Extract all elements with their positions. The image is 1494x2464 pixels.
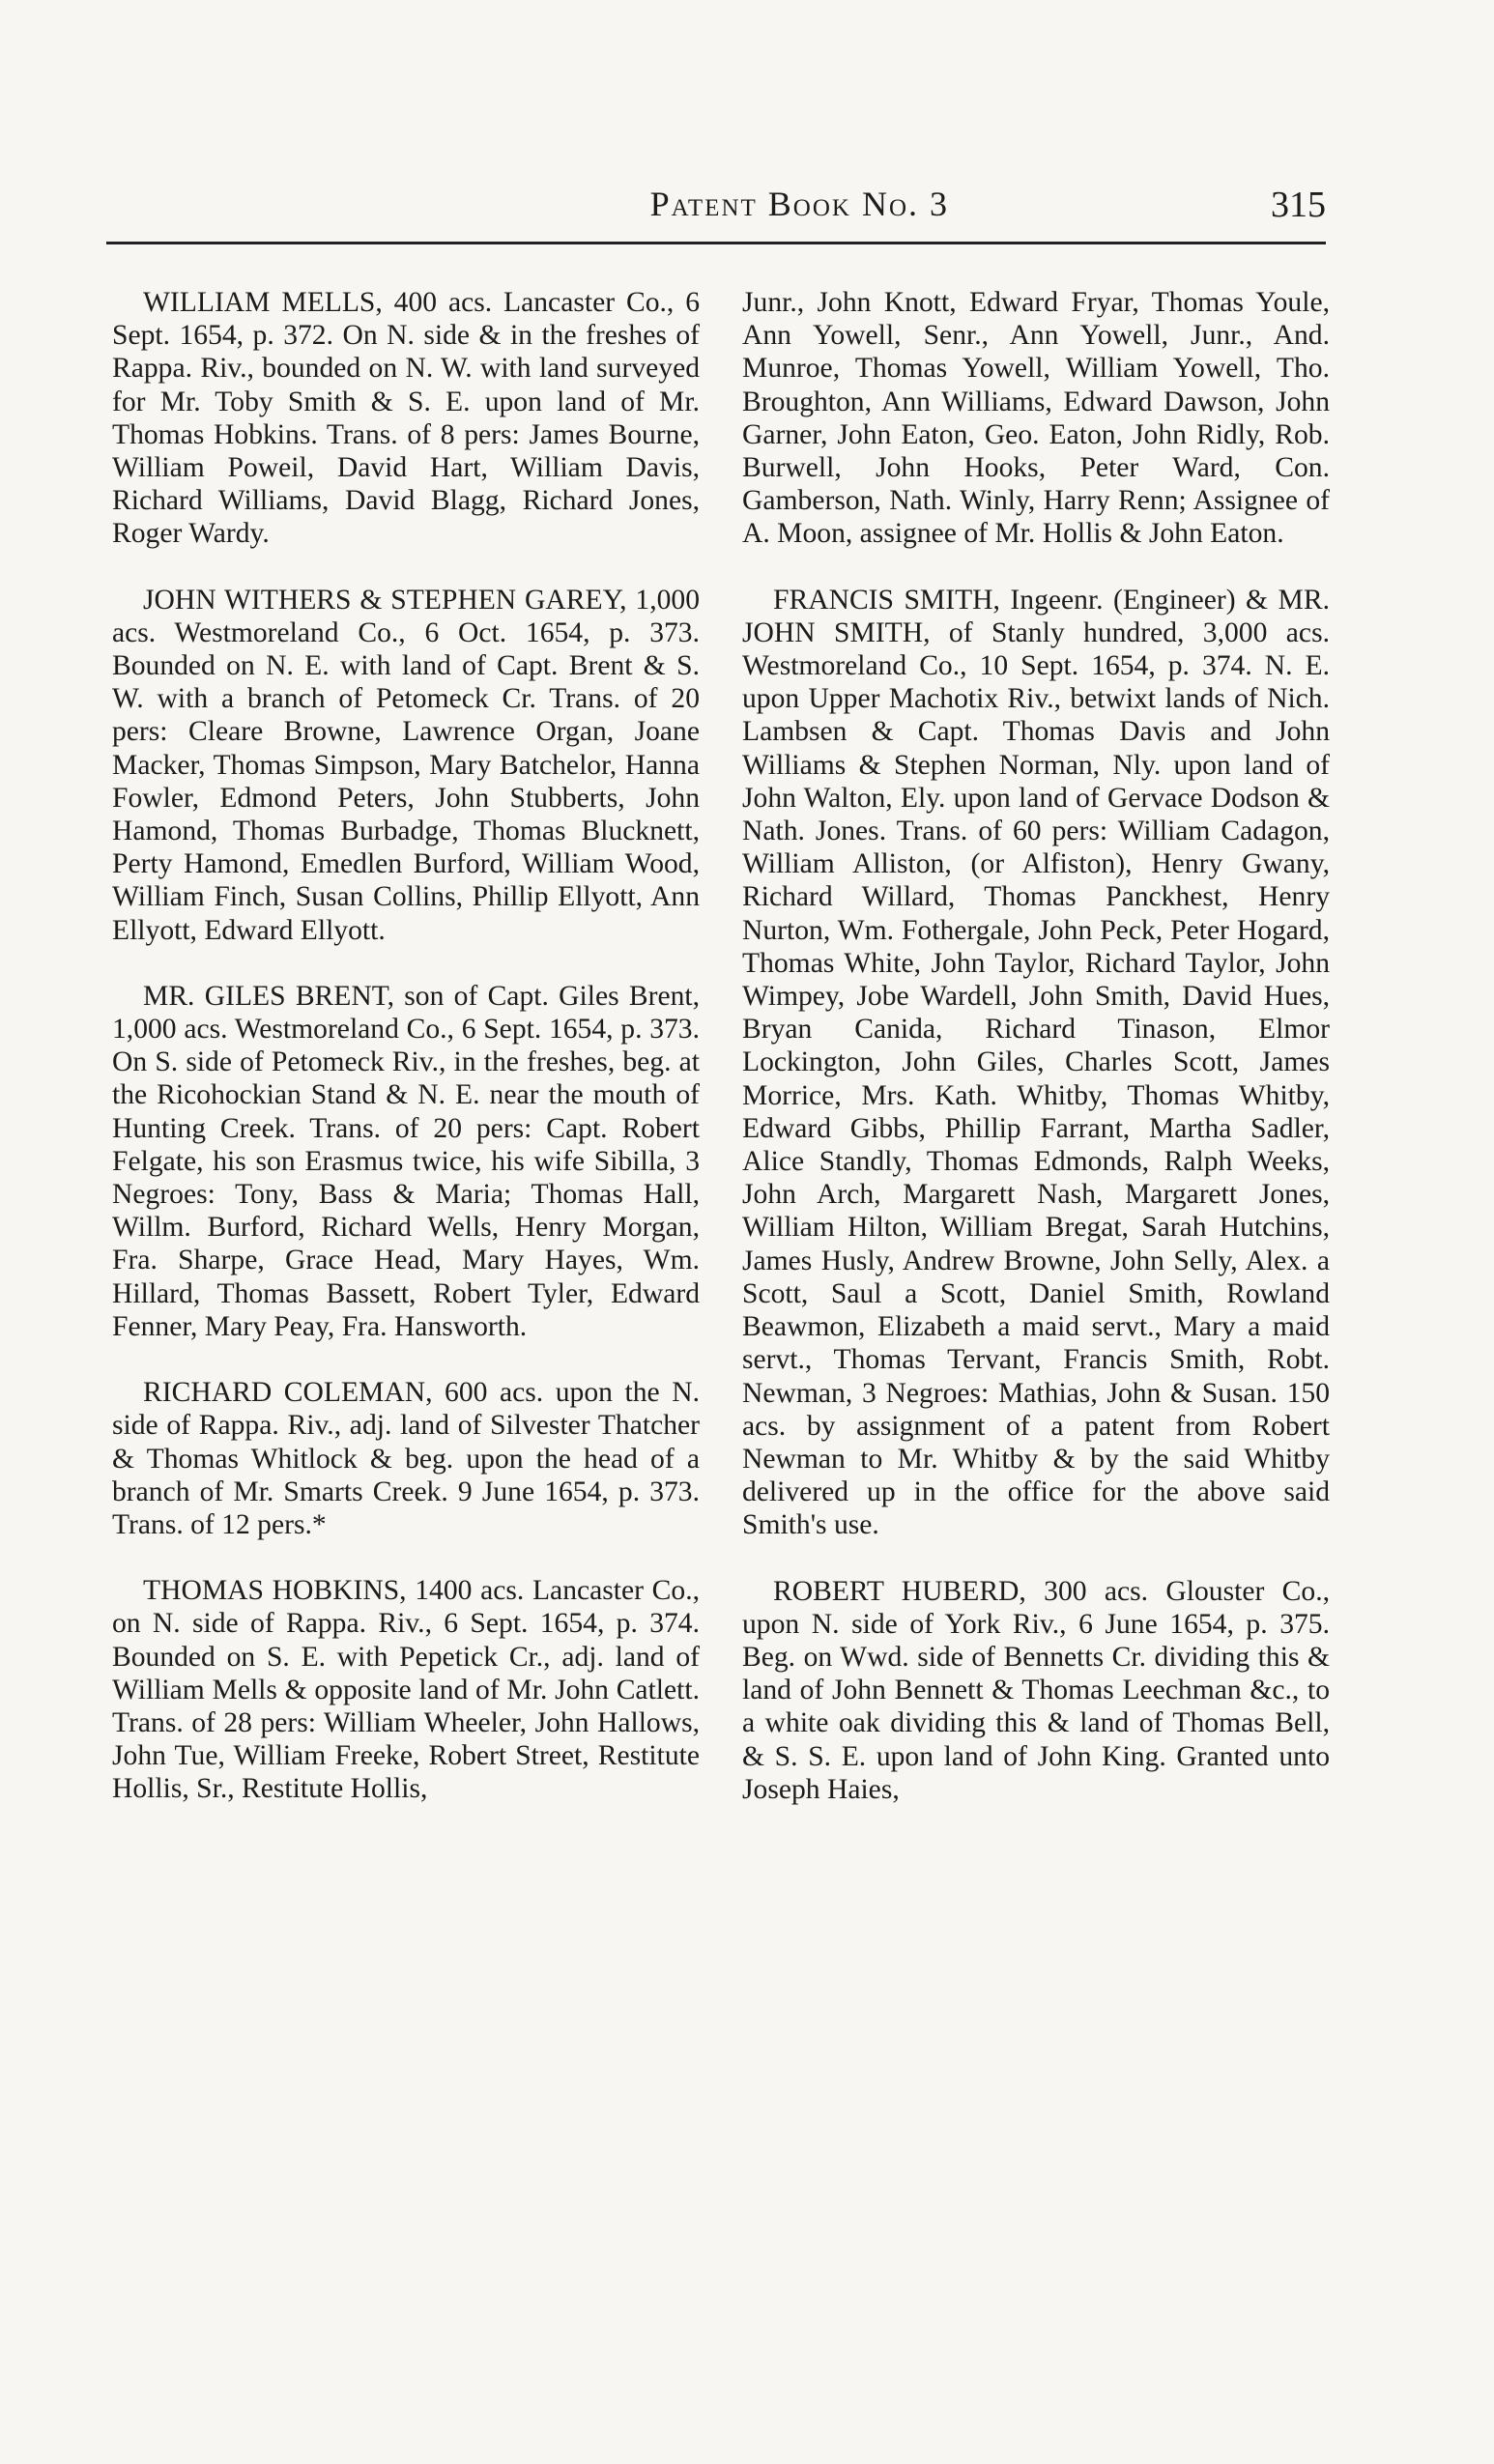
running-header bbox=[106, 184, 1326, 242]
patent-entry-richard-coleman: RICHARD COLEMAN, 600 acs. upon the N. side of Rappa. Riv., adj. land of Silvester Thatcher & Thomas Whitlock & beg. upon the head of a branch of Mr. Smarts Creek. 9 June 1654, p. 373. Trans. of 12 pers.* bbox=[112, 1377, 700, 1540]
page-number: 315 bbox=[1271, 185, 1326, 225]
patent-entry-john-withers: JOHN WITHERS & STEPHEN GAREY, 1,000 acs. Westmoreland Co., 6 Oct. 1654, p. 373. Bounded on N. E. with land of Capt. Brent & S. W. with a branch of Petomeck Cr. Trans. of 20 pers: Cleare Browne, Lawrence Organ, Joane Macker, Thomas Simpson, Mary Batchelor, Hanna Fowler, Edmond Peters, John Stubberts, John Hamond, Thomas Burbadge, Thomas Blucknett, Perty Hamond, Emedlen Burford, William Wood, William Finch, Susan Collins, Phillip Ellyott, Ann Ellyott, Edward Ellyott. bbox=[112, 584, 700, 946]
patent-entry-francis-smith: FRANCIS SMITH, Ingeenr. (Engineer) & MR. JOHN SMITH, of Stanly hundred, 3,000 acs. Westmoreland Co., 10 Sept. 1654, p. 374. N. E. upon Upper Machotix Riv., betwixt lands of Nich. Lambsen & Capt. Thomas Davis and John Williams & Stephen Norman, Nly. upon land of John Walton, Ely. upon land of Gervace Dodson & Nath. Jones. Trans. of 60 pers: William Cadagon, William Alliston, (or Alfiston), Henry Gwany, Richard Willard, Thomas Panckhest, Henry Nurton, Wm. Fothergale, John Peck, Peter Hogard, Thomas White, John Taylor, Richard Taylor, John Wimpey, Jobe Wardell, John Smith, David Hues, Bryan Canida, Richard Tinason, Elmor Lockington, John Giles, Charles Scott, James Morrice, Mrs. Kath. Whitby, Thomas Whitby, Edward Gibbs, Phillip Farrant, Martha Sadler, Alice Standly, Thomas Edmonds, Ralph Weeks, John Arch, Margarett Nash, Margarett Jones, William Hilton, William Bregat, Sarah Hutchins, James Husly, Andrew Browne, John Selly, Alex. a Scott, Saul a Scott, Daniel Smith, Rowland Beawmon, Elizabeth a maid servt., Mary a maid servt., Thomas Tervant, Francis Smith, Robt. Newman, 3 Negroes: Mathias, John & Susan. 150 acs. by assignment of a patent from Robert Newman to Mr. Whitby & by the said Whitby delivered up in the office for the above said Smith's use. bbox=[742, 584, 1330, 1541]
running-title: Patent Book No. 3 bbox=[649, 185, 949, 223]
patent-entry-william-mells: WILLIAM MELLS, 400 acs. Lancaster Co., 6 Sept. 1654, p. 372. On N. side & in the freshes of Rappa. Riv., bounded on N. W. with land surveyed for Mr. Toby Smith & S. E. upon land of Mr. Thomas Hobkins. Trans. of 8 pers: James Bourne, William Poweil, David Hart, William Davis, Richard Williams, David Blagg, Richard Jones, Roger Wardy. bbox=[112, 287, 700, 550]
patent-entry-continuation: Junr., John Knott, Edward Fryar, Thomas Youle, Ann Yowell, Senr., Ann Yowell, Junr., And. Munroe, Thomas Yowell, William Yowell, Tho. Broughton, Ann Williams, Edward Dawson, John Garner, John Eaton, Geo. Eaton, John Ridly, Rob. Burwell, John Hooks, Peter Ward, Con. Gamberson, Nath. Winly, Harry Renn; Assignee of A. Moon, assignee of Mr. Hollis & John Eaton. bbox=[742, 287, 1330, 550]
header-rule bbox=[106, 242, 1326, 244]
right-column bbox=[742, 286, 1330, 1806]
patent-entry-robert-huberd: ROBERT HUBERD, 300 acs. Glouster Co., upon N. side of York Riv., 6 June 1654, p. 375. Beg. on Wwd. side of Bennetts Cr. dividing this & land of John Bennett & Thomas Leechman &c., to a white oak dividing this & land of Thomas Bell, & S. S. E. upon land of John King. Granted unto Joseph Haies, bbox=[742, 1575, 1330, 1805]
patent-entry-thomas-hobkins: THOMAS HOBKINS, 1400 acs. Lancaster Co., on N. side of Rappa. Riv., 6 Sept. 1654, p. 374. Bounded on S. E. with Pepetick Cr., adj. land of William Mells & opposite land of Mr. John Catlett. Trans. of 28 pers: William Wheeler, John Hallows, John Tue, William Freeke, Robert Street, Restitute Hollis, Sr., Restitute Hollis, bbox=[112, 1575, 700, 1805]
patent-entry-giles-brent: MR. GILES BRENT, son of Capt. Giles Brent, 1,000 acs. Westmoreland Co., 6 Sept. 1654, p. 373. On S. side of Petomeck Riv., in the freshes, beg. at the Ricohockian Stand & N. E. near the mouth of Hunting Creek. Trans. of 20 pers: Capt. Robert Felgate, his son Erasmus twice, his wife Sibilla, 3 Negroes: Tony, Bass & Maria; Thomas Hall, Willm. Burford, Richard Wells, Henry Morgan, Fra. Sharpe, Grace Head, Mary Hayes, Wm. Hillard, Thomas Bassett, Robert Tyler, Edward Fenner, Mary Peay, Fra. Hansworth. bbox=[112, 980, 700, 1342]
left-column bbox=[112, 286, 700, 1806]
